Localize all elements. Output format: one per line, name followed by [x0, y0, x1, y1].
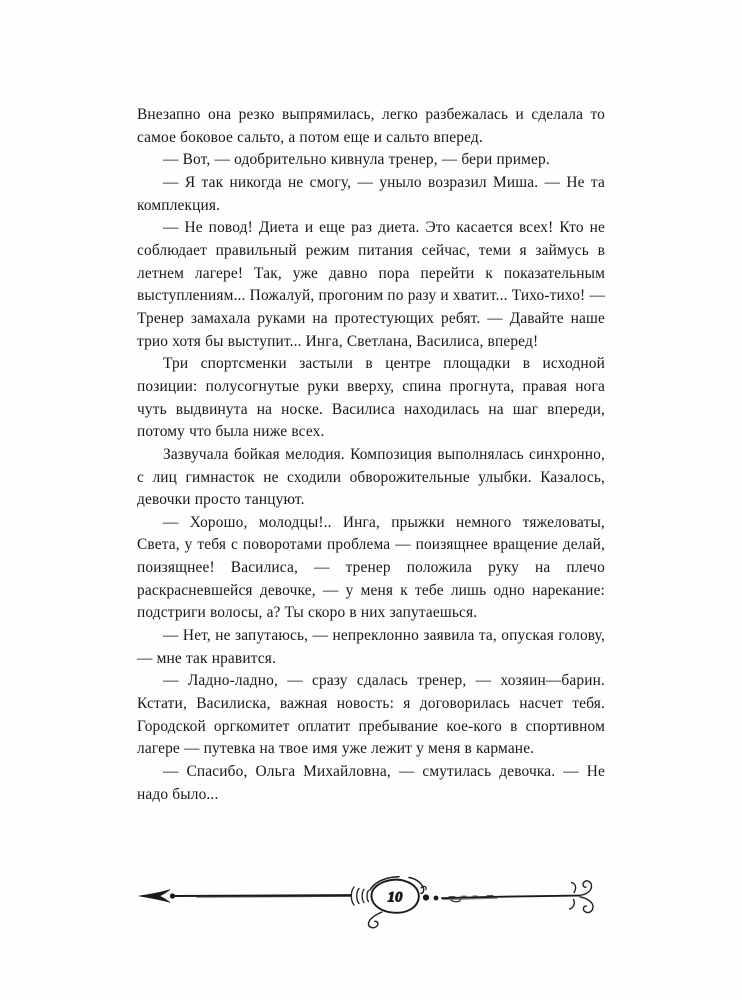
paragraph: Внезапно она резко выпрямилась, легко разбежалась и сделала то самое боковое сальто, а потом еще и сальто вперед. — [137, 106, 605, 146]
paragraph: — Нет, не запутаюсь, — непреклонно заявила та, опуская голову, — мне так нравится. — [137, 627, 605, 667]
paragraph: Зазвучала бойкая мелодия. Композиция выполнялась синхронно, с лиц гимнасток не сходили обворожительные улыбки. Казалось, девочки просто танцуют. — [137, 445, 605, 509]
ornament-curl — [368, 912, 382, 928]
page-text-block — [137, 104, 605, 806]
paragraph: — Хорошо, молодцы!.. Инга, прыжки немного тяжеловаты, Света, у тебя с поворотами проблема — поизящнее вращение делай, поизящнее! Василиса, — тренер положила руку на плечо раскрасневшейся девочке, — у меня к тебе лишь одно нарекание: подстриги волосы, а? Ты скоро в них запутаешься. — [137, 513, 605, 622]
paragraph: Три спортсменки застыли в центре площадки в исходной позиции: полусогнутые руки вверху, спина прогнута, правая нога чуть выдвинута на носке. Василиса находилась на шаг впереди, потому что была ниже всех. — [137, 355, 605, 441]
folio-number: 10 — [387, 889, 403, 906]
paragraph: — Спасибо, Ольга Михайловна, — смутилась девочка. — Не надо было... — [137, 763, 605, 803]
paragraph: — Я так никогда не смогу, — уныло возразил Миша. — Не та комплекция. — [137, 173, 605, 214]
page-footer-ornament — [137, 868, 605, 930]
paragraph: — Вот, — одобрительно кивнула тренер, — бери пример. — [163, 151, 550, 169]
ornament-dots — [423, 894, 439, 900]
ornament-left-hatches — [351, 887, 368, 905]
paragraph: — Ладно-ладно, — сразу сдалась тренер, — хозяин—барин. Кстати, Василиска, важная новость: я договорилась насчет тебя. Городской оргкомитет оплатит пребывание кое-кого в спортивном лагере — путевка на твое имя уже лежит у меня в кармане. — [137, 672, 605, 758]
ornament-left-arrow-icon — [139, 890, 175, 903]
ornament-right-flourish-icon — [570, 881, 594, 913]
paragraph: — Не повод! Диета и еще раз диета. Это касается всех! Кто не соблюдает правильный режим питания сейчас, теми я займусь в летнем лагере! Так, уже давно пора перейти к показательным выступлениям... Пожалуй, прогоним по разу и хватит... Тихо-тихо! — Тренер замахала руками на протестующих ребят. — Давайте наше трио хотя бы выступит... Инга, Светлана, Василиса, вперед! — [137, 219, 605, 350]
